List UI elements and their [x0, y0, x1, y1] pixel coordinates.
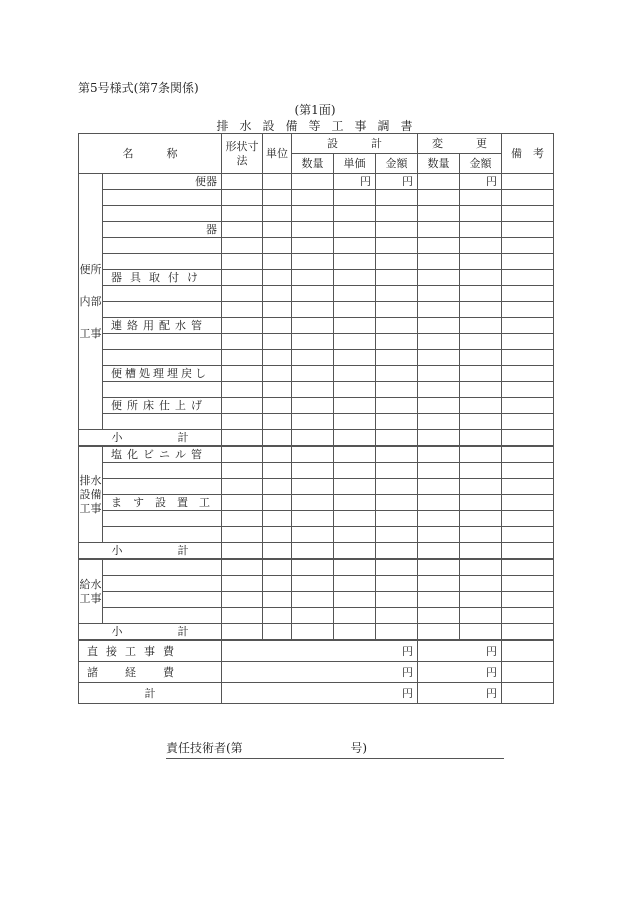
table-row	[79, 206, 554, 222]
footer-label: 直接工事費	[79, 640, 222, 662]
header-design: 設 計	[292, 134, 418, 154]
table-row	[79, 608, 554, 624]
table-row	[79, 592, 554, 608]
subtotal-label: 小 計	[79, 624, 222, 641]
yen-design-total: 円	[222, 662, 418, 683]
yen-design-total: 円	[222, 640, 418, 662]
page-number: (第1面)	[294, 103, 336, 117]
signature-suffix: 号)	[350, 741, 368, 755]
table-row	[79, 495, 554, 511]
yen-change-total: 円	[418, 683, 502, 704]
yen-change-total: 円	[418, 640, 502, 662]
header-qty: 数量	[292, 154, 334, 174]
table-row	[79, 559, 554, 576]
header-change-qty: 数量	[418, 154, 460, 174]
yen-change-total: 円	[418, 662, 502, 683]
yen-design-total: 円	[222, 683, 418, 704]
header-row-1	[79, 134, 554, 154]
subtotal-label: 小 計	[79, 430, 222, 447]
table-row	[79, 576, 554, 592]
document-title: 排水設備等工事調書	[216, 119, 424, 133]
table-row	[79, 479, 554, 495]
table-row	[79, 302, 554, 318]
header-amount: 金額	[376, 154, 418, 174]
table-row	[79, 174, 554, 190]
yen-amount: 円	[376, 174, 418, 190]
header-change-amount: 金額	[460, 154, 502, 174]
construction-table	[78, 133, 554, 704]
table-row	[79, 511, 554, 527]
item-label: ます設置工	[103, 495, 222, 511]
responsible-engineer-line	[166, 739, 504, 759]
table-row	[79, 222, 554, 238]
subtotal-row	[79, 624, 554, 641]
header-unit-price: 単価	[334, 154, 376, 174]
section-label-toilet: 便所内部工事	[79, 174, 103, 430]
table-row	[79, 463, 554, 479]
item-label: 便所床仕上げ	[103, 398, 222, 414]
table-row	[79, 527, 554, 543]
form-number: 第5号様式(第7条関係)	[78, 81, 199, 95]
header-name: 名 称	[79, 134, 222, 174]
subtotal-label: 小 計	[79, 543, 222, 560]
item-label: 連絡用配水管	[103, 318, 222, 334]
table-row	[79, 382, 554, 398]
table-row	[79, 318, 554, 334]
table-row	[79, 366, 554, 382]
header-change: 変 更	[418, 134, 502, 154]
section-label-water: 給水工事	[79, 559, 103, 624]
yen-change-amount: 円	[460, 174, 502, 190]
item-label: 便槽処理埋戻し	[103, 366, 222, 382]
footer-label: 諸 経 費	[79, 662, 222, 683]
footer-label: 計	[79, 683, 222, 704]
item-label: 器	[103, 222, 222, 238]
table-row	[79, 398, 554, 414]
item-label: 塩化ビニル管	[103, 446, 222, 463]
subtotal-row	[79, 430, 554, 447]
table-row	[79, 334, 554, 350]
table-row	[79, 270, 554, 286]
total-row-direct	[79, 640, 554, 662]
total-row-sum	[79, 683, 554, 704]
total-row-overhead	[79, 662, 554, 683]
yen-unit-price: 円	[334, 174, 376, 190]
signature-label: 責任技術者(第	[166, 741, 243, 755]
item-label: 便器	[103, 174, 222, 190]
section-label-drain: 排水設備工事	[79, 446, 103, 543]
table-row	[79, 190, 554, 206]
header-unit: 単位	[263, 134, 292, 174]
table-row	[79, 254, 554, 270]
item-label: 器具取付け	[103, 270, 222, 286]
table-row	[79, 286, 554, 302]
table-row	[79, 238, 554, 254]
header-remarks: 備 考	[502, 134, 554, 174]
table-row	[79, 446, 554, 463]
table-row	[79, 350, 554, 366]
subtotal-row	[79, 543, 554, 560]
header-shape: 形状寸法	[222, 134, 263, 174]
table-row	[79, 414, 554, 430]
